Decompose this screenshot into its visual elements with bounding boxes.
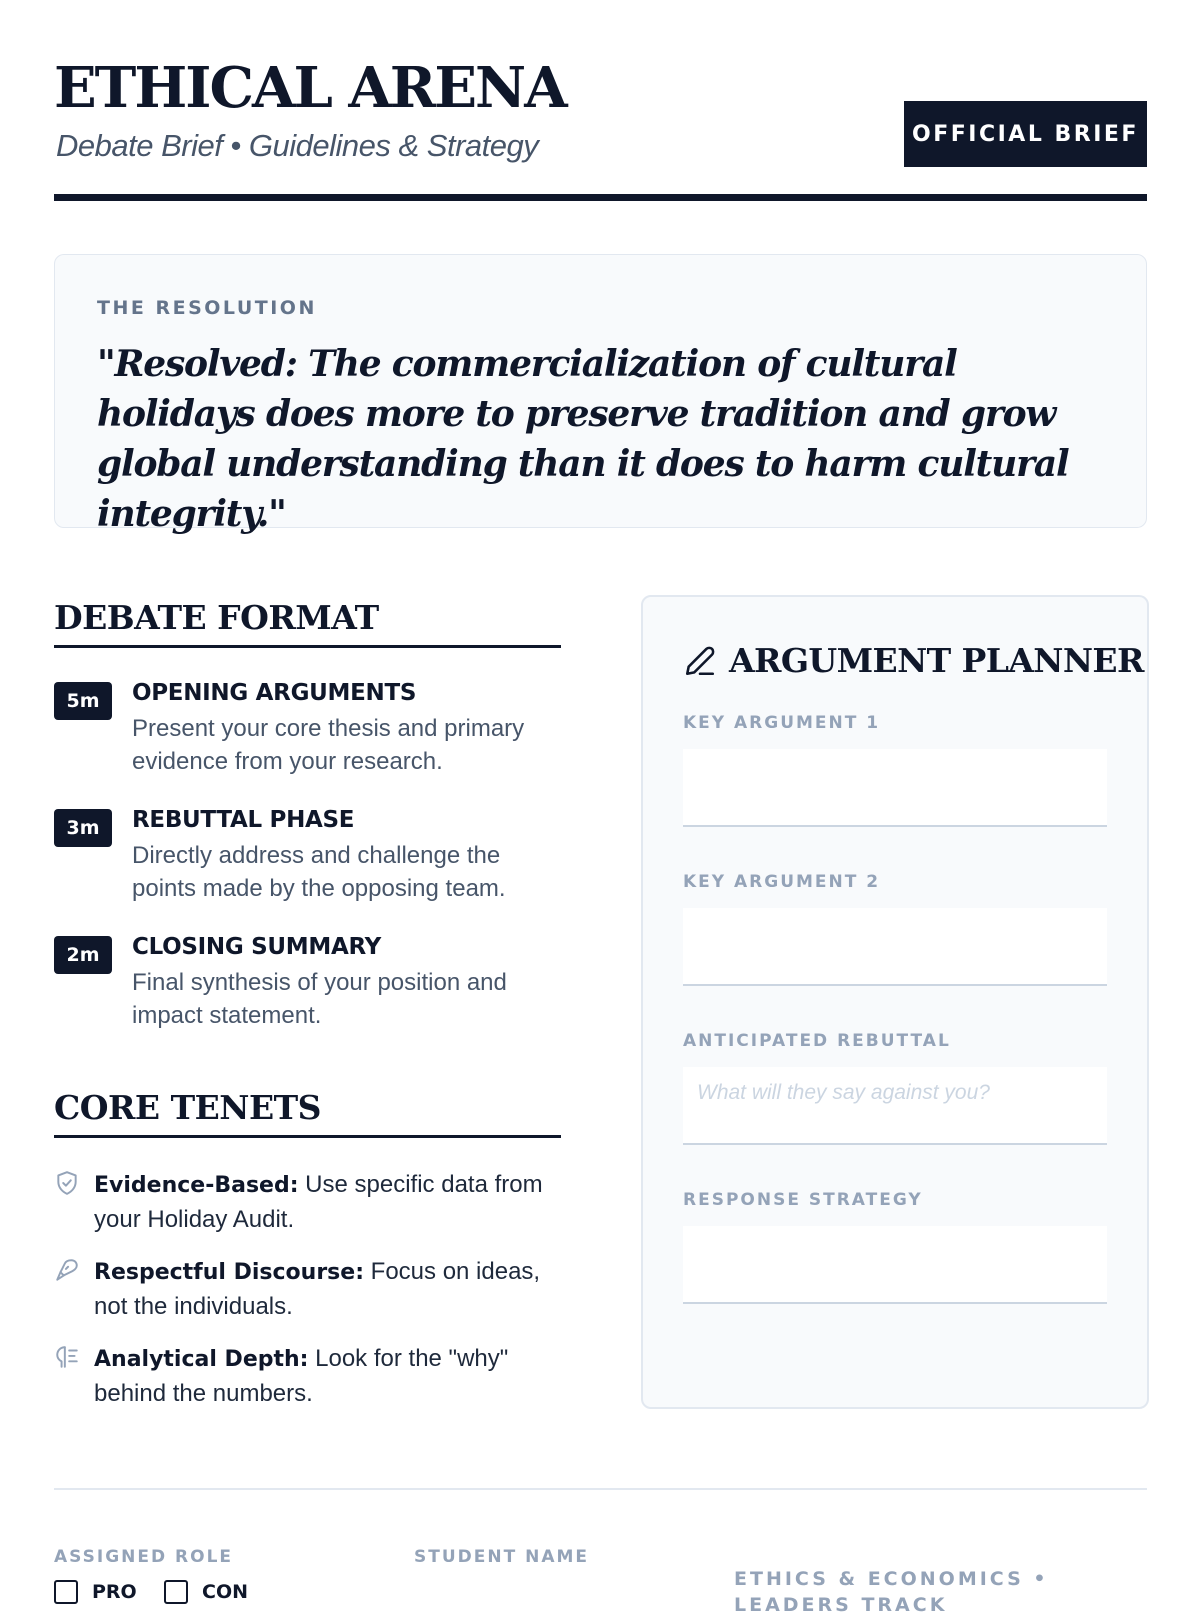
time-badge: 2m <box>54 936 112 974</box>
format-item-opening <box>54 680 564 780</box>
official-brief-badge: OFFICIAL BRIEF <box>904 101 1147 167</box>
role-label: CON <box>202 1581 248 1603</box>
format-item-rebuttal <box>54 807 564 907</box>
core-tenets-heading: CORE TENETS <box>54 1088 561 1138</box>
page-subtitle: Debate Brief • Guidelines & Strategy <box>56 128 539 163</box>
format-item-title: OPENING ARGUMENTS <box>132 680 417 706</box>
pen-icon <box>54 1257 80 1283</box>
footer-divider <box>54 1488 1147 1490</box>
tenet-text: Analytical Depth: Look for the "why" behind the numbers. <box>94 1345 509 1407</box>
format-item-closing <box>54 934 564 1034</box>
resolution-label: THE RESOLUTION <box>97 297 317 319</box>
role-label: PRO <box>92 1581 137 1603</box>
format-item-description: Final synthesis of your position and impact statement. <box>132 969 507 1029</box>
role-option-con[interactable] <box>164 1580 248 1604</box>
argument-planner <box>641 595 1149 1409</box>
format-item-description: Present your core thesis and primary evidence from your research. <box>132 715 525 775</box>
shield-check-icon <box>54 1170 80 1196</box>
key-argument-2-input[interactable] <box>683 908 1107 986</box>
analysis-icon <box>54 1344 80 1370</box>
tenet-text: Respectful Discourse: Focus on ideas, not the individuals. <box>94 1258 541 1320</box>
con-checkbox[interactable] <box>164 1580 188 1604</box>
tenet-respectful-discourse <box>54 1255 564 1327</box>
debate-format-heading: DEBATE FORMAT <box>54 598 561 648</box>
key-argument-2-label: KEY ARGUMENT 2 <box>683 872 881 892</box>
pro-checkbox[interactable] <box>54 1580 78 1604</box>
debate-brief-page <box>54 0 1147 1616</box>
response-strategy-input[interactable] <box>683 1226 1107 1304</box>
time-badge: 5m <box>54 682 112 720</box>
format-item-title: CLOSING SUMMARY <box>132 934 381 960</box>
tenet-evidence-based <box>54 1168 564 1240</box>
assigned-role-label: ASSIGNED ROLE <box>54 1547 234 1567</box>
anticipated-rebuttal-label: ANTICIPATED REBUTTAL <box>683 1031 951 1051</box>
planner-title: ARGUMENT PLANNER <box>729 641 1144 680</box>
student-name-label: STUDENT NAME <box>414 1547 590 1567</box>
anticipated-rebuttal-input[interactable] <box>683 1067 1107 1145</box>
pencil-icon <box>683 644 717 678</box>
format-item-title: REBUTTAL PHASE <box>132 807 355 833</box>
page-title: ETHICAL ARENA <box>54 55 566 121</box>
tenet-text: Evidence-Based: Use specific data from your Holiday Audit. <box>94 1171 543 1233</box>
resolution-card <box>54 254 1147 535</box>
resolution-text: "Resolved: The commercialization of cultural holidays does more to preserve tradition and grow global understanding than it does to harm cultural integrity." <box>97 343 1069 535</box>
time-badge: 3m <box>54 809 112 847</box>
header <box>54 55 1147 200</box>
key-argument-1-label: KEY ARGUMENT 1 <box>683 713 881 733</box>
planner-header <box>683 641 1144 680</box>
role-option-pro[interactable] <box>54 1580 137 1604</box>
format-item-description: Directly address and challenge the points made by the opposing team. <box>132 842 506 902</box>
header-divider <box>54 194 1147 201</box>
response-strategy-label: RESPONSE STRATEGY <box>683 1190 923 1210</box>
key-argument-1-input[interactable] <box>683 749 1107 827</box>
tenet-analytical-depth <box>54 1342 564 1414</box>
track-label: ETHICS & ECONOMICS • LEADERS TRACK <box>734 1568 1049 1616</box>
